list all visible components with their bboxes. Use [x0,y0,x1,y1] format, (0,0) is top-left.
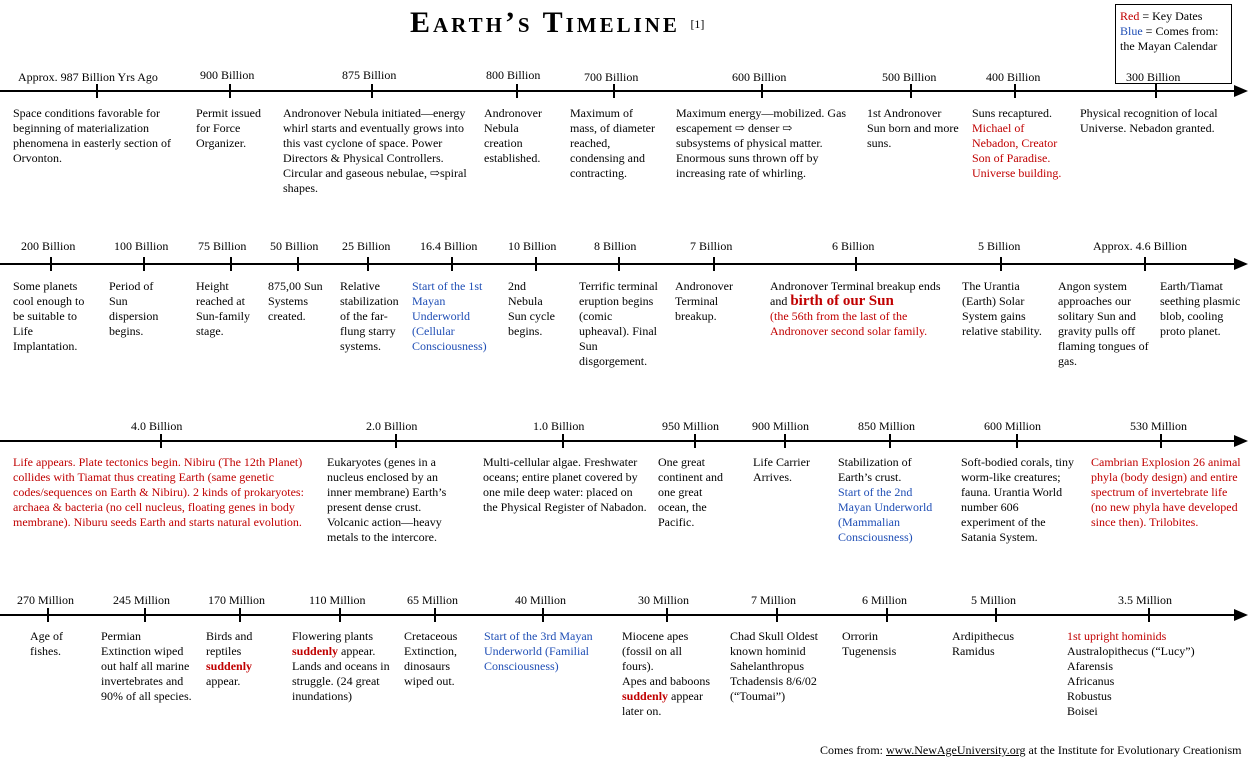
event-text: 1st Andronover Sun born and more suns. [867,106,959,150]
tick-mark [47,608,49,622]
title-reference: [1] [690,17,705,31]
event-text: The Urantia (Earth) Solar System gains relative stability. [962,279,1042,338]
event-text: Birds and reptiles suddenly appear. [206,629,253,688]
tick-mark [618,257,620,271]
event-text: Andronover Nebula initiated—energy whirl starts and eventually grows into this vast cyclone of space. Power Directors & Physical Controllers. Circular and gaseous nebulae, ⇨spiral shapes. [283,106,467,195]
tick-mark [855,257,857,271]
event-text: Suns recaptured. Michael of Nebadon, Creator Son of Paradise. Universe building. [972,106,1062,180]
time-label: 5 Billion [978,239,1021,253]
tick-mark [1144,257,1146,271]
event-text: Cambrian Explosion 26 animal phyla (body design) and entire spectrum of invertebrate life (no new phyla have developed since then). Trilobites. [1091,455,1241,529]
event-text: One great continent and one great ocean, the Pacific. [658,455,723,529]
tick-mark [451,257,453,271]
time-label: 530 Million [1130,419,1188,433]
tick-mark [562,434,564,448]
event-text: Life Carrier Arrives. [753,455,810,484]
time-label: 300 Billion [1126,70,1181,84]
tick-mark [694,434,696,448]
event-text: Start of the 3rd Mayan Underworld (Familial Consciousness) [484,629,593,673]
time-label: 110 Million [309,593,366,607]
tick-mark [160,434,162,448]
tick-mark [535,257,537,271]
event-text: Eukaryotes (genes in a nucleus enclosed by an inner membrane) Earth’s present dense crust. Volcanic action—heavy metals to the intercore. [327,455,447,544]
time-label: 900 Million [752,419,810,433]
time-label: 6 Million [862,593,908,607]
event-text: Soft-bodied corals, tiny worm-like creatures; fauna. Urantia World number 606 experiment of the Satania System. [961,455,1074,544]
time-label: 4.0 Billion [131,419,183,433]
time-label: 25 Billion [342,239,391,253]
time-label: 100 Billion [114,239,169,253]
time-label: 30 Million [638,593,690,607]
time-label: 10 Billion [508,239,557,253]
event-text: Space conditions favorable for beginning of materialization phenomena in easterly section of Orvonton. [13,106,171,165]
tick-mark [230,257,232,271]
tick-mark [239,608,241,622]
tick-mark [367,257,369,271]
event-text: Angon system approaches our solitary Sun and gravity pulls off flaming tongues of gas. [1058,279,1149,368]
event-text: Permit issued for Force Organizer. [196,106,261,150]
time-label: 65 Million [407,593,459,607]
time-label: 600 Billion [732,70,787,84]
event-text: 1st upright hominids Australopithecus (“Lucy”) Afarensis Africanus Robustus Boisei [1067,629,1195,718]
event-text: Relative stabilization of the far-flung starry systems. [340,279,399,353]
event-text: Flowering plants suddenly appear. Lands and oceans in struggle. (24 great inundations) [292,629,390,703]
timeline-axis [0,90,1234,92]
arrow-head-icon [1234,609,1248,621]
time-label: 170 Million [208,593,266,607]
event-text: Height reached at Sun-family stage. [196,279,250,338]
time-label: 50 Billion [270,239,319,253]
event-text: Andronover Terminal breakup. [675,279,733,323]
arrow-head-icon [1234,258,1248,270]
event-text: Orrorin Tugenensis [842,629,897,658]
tick-mark [1016,434,1018,448]
time-label: 950 Million [662,419,720,433]
tick-mark [1148,608,1150,622]
time-label: Approx. 4.6 Billion [1093,239,1188,253]
tick-mark [1014,84,1016,98]
timeline-axis [0,614,1234,616]
tick-mark [995,608,997,622]
time-label: 800 Billion [486,68,541,82]
time-label: 400 Billion [986,70,1041,84]
time-label: 7 Billion [690,239,733,253]
tick-mark [761,84,763,98]
tick-mark [516,84,518,98]
event-text: Life appears. Plate tectonics begin. Nibiru (The 12th Planet) collides with Tiamat thus creating Earth (same genetic codes/sequences on Earth & Nibiru). 2 kinds of prokaryotes: archaea & bacteria (no cell nucleus, floating genes in body membrane). Niburu seeds Earth and starts natural evolution. [13,455,304,529]
tick-mark [50,257,52,271]
tick-mark [1000,257,1002,271]
time-label: 1.0 Billion [533,419,585,433]
event-text: Permian Extinction wiped out half all marine invertebrates and 90% of all species. [101,629,192,703]
event-text: Cretaceous Extinction, dinosaurs wiped out. [404,629,458,688]
arrow-head-icon [1234,435,1248,447]
event-text: Andronover Terminal breakup ends and birth of our Sun (the 56th from the last of the Andronover second solar family. [770,279,941,338]
tick-mark [339,608,341,622]
tick-mark [784,434,786,448]
tick-mark [910,84,912,98]
time-label: 700 Billion [584,70,639,84]
event-text: Physical recognition of local Universe. Nebadon granted. [1080,106,1218,135]
event-text: Earth/Tiamat seething plasmic blob, cooling proto planet. [1160,279,1241,338]
tick-mark [1160,434,1162,448]
time-label: 245 Million [113,593,171,607]
time-label: 3.5 Million [1118,593,1173,607]
page-title: Earth’s Timeline [1] [410,6,705,39]
legend-red-word: Red [1120,9,1140,23]
timeline-axis [0,263,1234,265]
color-legend: Red = Key Dates Blue = Comes from: the Mayan Calendar [1115,4,1232,84]
time-label: 16.4 Billion [420,239,478,253]
tick-mark [886,608,888,622]
tick-mark [297,257,299,271]
time-label: Approx. 987 Billion Yrs Ago [18,70,158,84]
time-label: 200 Billion [21,239,76,253]
event-text: Period of Sun dispersion begins. [109,279,159,338]
time-label: 500 Billion [882,70,937,84]
event-text: Age of fishes. [30,629,63,658]
time-label: 75 Billion [198,239,247,253]
tick-mark [713,257,715,271]
time-label: 7 Million [751,593,797,607]
event-text: Miocene apes (fossil on all fours). Apes and baboons suddenly appear later on. [622,629,710,718]
event-text: Multi-cellular algae. Freshwater oceans; entire planet covered by one mile deep water: placed on the Physical Register of Nabadon. [483,455,647,514]
event-text: Ardipithecus Ramidus [952,629,1014,658]
timeline-axis [0,440,1234,442]
event-text: Maximum energy—mobilized. Gas escapement ⇨ denser ⇨ subsystems of physical matter. Enormous suns thrown off by increasing rate of whirling. [676,106,847,180]
arrow-head-icon [1234,85,1248,97]
legend-blue-word: Blue [1120,24,1143,38]
tick-mark [666,608,668,622]
tick-mark [96,84,98,98]
event-text: 875,00 Sun Systems created. [268,279,323,323]
source-footer: Comes from: www.NewAgeUniversity.org at the Institute for Evolutionary Creationism [820,743,1242,757]
time-label: 270 Million [17,593,75,607]
time-label: 6 Billion [832,239,875,253]
time-label: 600 Million [984,419,1042,433]
tick-mark [371,84,373,98]
source-link[interactable]: www.NewAgeUniversity.org [886,743,1026,757]
time-label: 2.0 Billion [366,419,418,433]
event-text: Chad Skull Oldest known hominid Sahelanthropus Tchadensis 8/6/02 (“Toumai”) [730,629,819,703]
tick-mark [144,608,146,622]
event-text: Terrific terminal eruption begins (comic upheaval). Final Sun disgorgement. [579,279,658,368]
tick-mark [1155,84,1157,98]
time-label: 850 Million [858,419,916,433]
tick-mark [542,608,544,622]
time-label: 900 Billion [200,68,255,82]
tick-mark [229,84,231,98]
event-text: 2nd Nebula Sun cycle begins. [508,279,555,338]
time-label: 40 Million [515,593,567,607]
event-text: Stabilization of Earth’s crust. Start of the 2nd Mayan Underworld (Mammalian Consciousness) [838,455,933,544]
event-text: Andronover Nebula creation established. [484,106,542,165]
event-text: Some planets cool enough to be suitable to Life Implantation. [13,279,85,353]
time-label: 5 Million [971,593,1017,607]
event-text: Start of the 1st Mayan Underworld (Cellular Consciousness) [412,279,487,353]
time-label: 8 Billion [594,239,637,253]
tick-mark [889,434,891,448]
tick-mark [143,257,145,271]
time-label: 875 Billion [342,68,397,82]
tick-mark [613,84,615,98]
tick-mark [776,608,778,622]
tick-mark [395,434,397,448]
event-text: Maximum of mass, of diameter reached, condensing and contracting. [570,106,655,180]
tick-mark [434,608,436,622]
